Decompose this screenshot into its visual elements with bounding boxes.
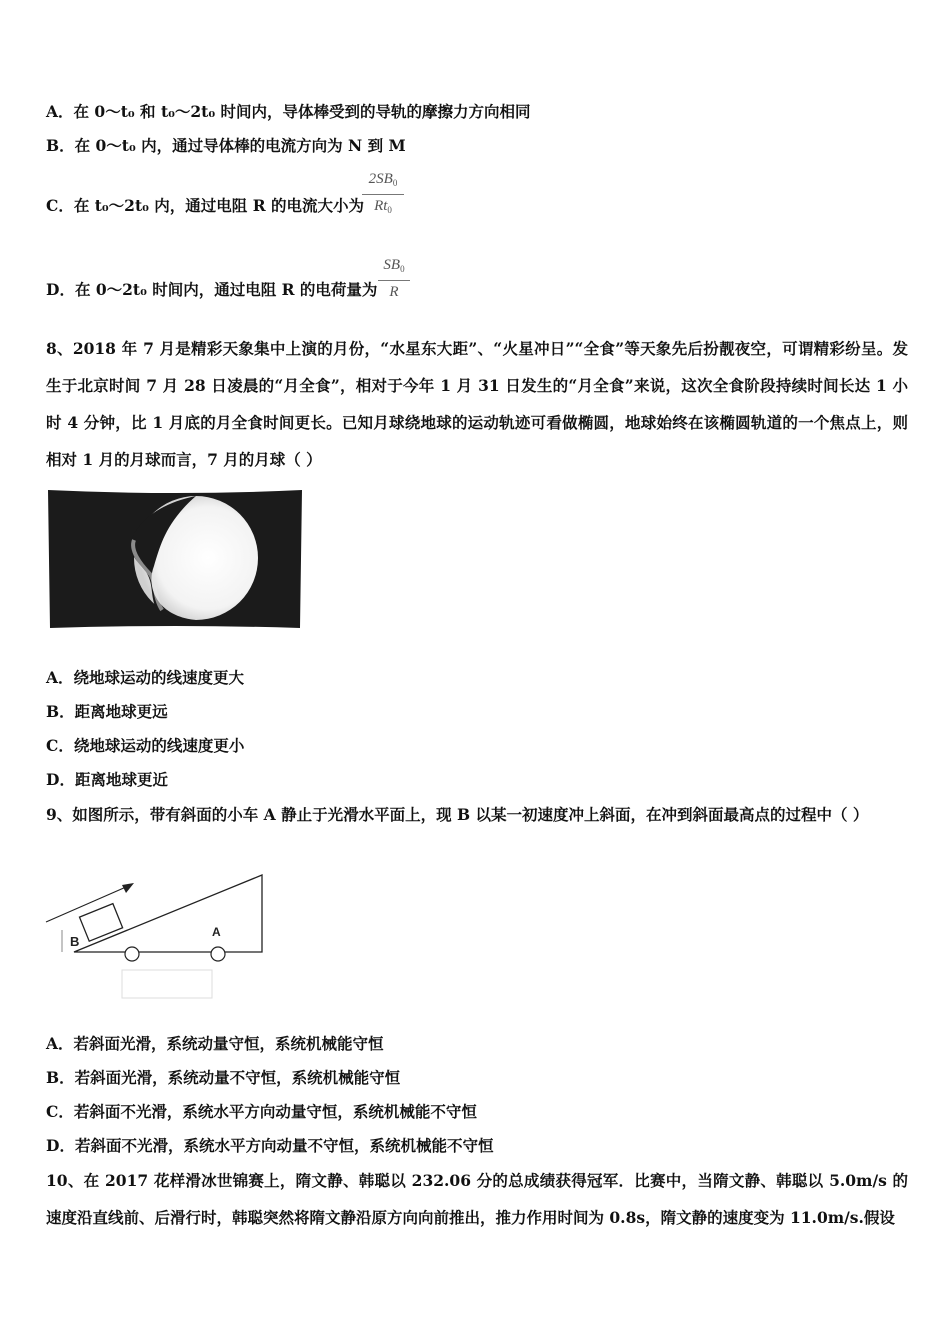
q7-option-c: C．在 t₀～2t₀ 内，通过电阻 R 的电流大小为: [46, 196, 364, 215]
fraction-c-denominator: Rt: [374, 198, 388, 214]
q9-option-a: A．若斜面光滑，系统动量守恒，系统机械能守恒: [46, 1034, 384, 1053]
q10-stem: 10、在 2017 花样滑冰世锦赛上，隋文静、韩聪以 232.06 分的总成绩获得冠军．比赛中，当隋文静、韩聪以 5.0m/s 的速度沿直线前、后滑行时，韩聪突然将隋文静沿原方向向前推出，推力作用时间为 0.8s，隋文静的速度变为 11.0m/s.假设: [46, 1171, 908, 1227]
q7-fraction-d: [378, 256, 410, 301]
q7-option-d: D．在 0～2t₀ 时间内，通过电阻 R 的电荷量为: [46, 280, 378, 299]
fraction-d-numerator: SB: [383, 257, 401, 273]
fraction-d-numerator-sub: 0: [400, 264, 405, 274]
q7-fraction-c: [362, 170, 404, 219]
q9-stem: 9、如图所示，带有斜面的小车 A 静止于光滑水平面上，现 B 以某一初速度冲上斜面，在冲到斜面最高点的过程中（ ）: [46, 805, 869, 824]
lunar-eclipse-photo: [46, 486, 304, 632]
incline-cart-diagram: [44, 870, 274, 1005]
fraction-d-denominator: R: [389, 284, 399, 300]
fraction-c-numerator-sub: 0: [392, 178, 398, 188]
q8-stem: 8、2018 年 7 月是精彩天象集中上演的月份，“水星东大距”、“火星冲日”“全食”等天象先后扮靓夜空，可谓精彩纷呈。发生于北京时间 7 月 28 日凌晨的“月全食”，相对于今年 1 月 31 日发生的“月全食”来说，这次全食阶段持续时间长达 1 小时 4 分钟，比 1 月底的月全食时间更长。已知月球绕地球的运动轨迹可看做椭圆，地球始终在该椭圆轨道的一个焦点上，则相对 1 月的月球而言，7 月的月球（ ）: [46, 339, 908, 469]
fraction-c-numerator: 2SB: [368, 171, 393, 187]
q8-option-c: C．绕地球运动的线速度更小: [46, 736, 245, 755]
block-b-label: B: [70, 934, 80, 949]
q8-option-a: A．绕地球运动的线速度更大: [46, 668, 245, 687]
q9-option-b: B．若斜面光滑，系统动量不守恒，系统机械能守恒: [46, 1068, 401, 1087]
q9-option-c: C．若斜面不光滑，系统水平方向动量守恒，系统机械能不守恒: [46, 1102, 477, 1121]
q9-option-d: D．若斜面不光滑，系统水平方向动量不守恒，系统机械能不守恒: [46, 1136, 494, 1155]
q7-option-b: B．在 0～t₀ 内，通过导体棒的电流方向为 N 到 M: [46, 136, 406, 155]
cart-a-label: A: [212, 925, 221, 939]
q7-option-a: A．在 0～t₀ 和 t₀～2t₀ 时间内，导体棒受到的导轨的摩擦力方向相同: [46, 102, 531, 121]
q8-option-d: D．距离地球更近: [46, 770, 168, 789]
fraction-c-denominator-sub: 0: [387, 205, 392, 215]
q8-option-b: B．距离地球更远: [46, 702, 168, 721]
